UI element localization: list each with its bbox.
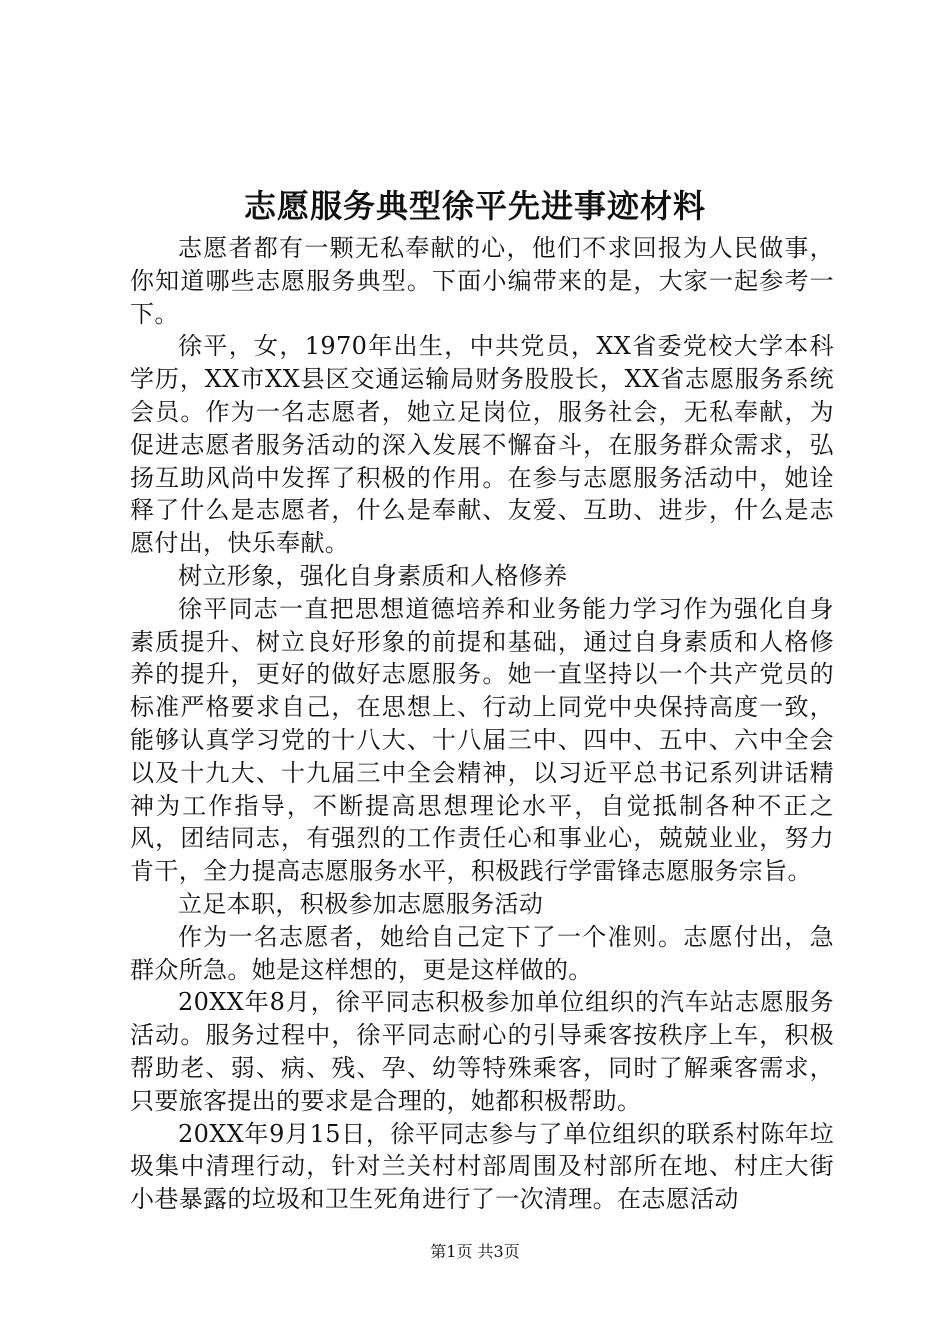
section-heading-volunteer: 立足本职，积极参加志愿服务活动 — [178, 889, 544, 918]
page-footer: 第1页 共3页 — [430, 1242, 520, 1261]
section-heading-image: 树立形象，强化自身素质和人格修养 — [178, 561, 568, 590]
paragraph-bus-station: 20XX年8月，徐平同志积极参加单位组织的汽车站志愿服务活动。服务过程中，徐平同志耐心的引导乘客按秩序上车，积极帮助老、弱、病、残、孕、幼等特殊乘客，同时了解乘客需求，只要旅客提出的要求是合理的，她都积极帮助。 — [130, 988, 834, 1115]
paragraph-principle: 作为一名志愿者，她给自己定下了一个准则。志愿付出，急群众所急。她是这样想的，更是这样做的。 — [130, 922, 834, 984]
paragraph-intro: 志愿者都有一颗无私奉献的心，他们不求回报为人民做事，你知道哪些志愿服务典型。下面小编带来的是，大家一起参考一下。 — [130, 234, 834, 328]
paragraph-cleanup: 20XX年9月15日，徐平同志参与了单位组织的联系村陈年垃圾集中清理行动，针对兰关村村部周围及村部所在地、村庄大街小巷暴露的垃圾和卫生死角进行了一次清理。在志愿活动 — [130, 1119, 834, 1214]
document-body — [130, 232, 834, 1216]
paragraph-profile: 徐平，女，1970年出生，中共党员，XX省委党校大学本科学历，XX市XX县区交通运输局财务股股长，XX省志愿服务系统会员。作为一名志愿者，她立足岗位，服务社会，无私奉献，为促进志愿者服务活动的深入发展不懈奋斗，在服务群众需求，弘扬互助风尚中发挥了积极的作用。在参与志愿服务活动中，她诠释了什么是志愿者，什么是奉献、友爱、互助、进步，什么是志愿付出，快乐奉献。 — [130, 332, 834, 558]
paragraph-self-improvement: 徐平同志一直把思想道德培养和业务能力学习作为强化自身素质提升、树立良好形象的前提和基础，通过自身素质和人格修养的提升，更好的做好志愿服务。她一直坚持以一个共产党员的标准严格要求自己，在思想上、行动上同党中央保持高度一致，能够认真学习党的十八大、十八届三中、四中、五中、六中全会以及十九大、十九届三中全会精神，以习近平总书记系列讲话精神为工作指导，不断提高思想理论水平，自觉抵制各种不正之风，团结同志，有强烈的工作责任心和事业心，兢兢业业，努力肯干，全力提高志愿服务水平，积极践行学雷锋志愿服务宗旨。 — [130, 594, 834, 886]
document-title: 志愿服务典型徐平先进事迹材料 — [243, 187, 706, 225]
